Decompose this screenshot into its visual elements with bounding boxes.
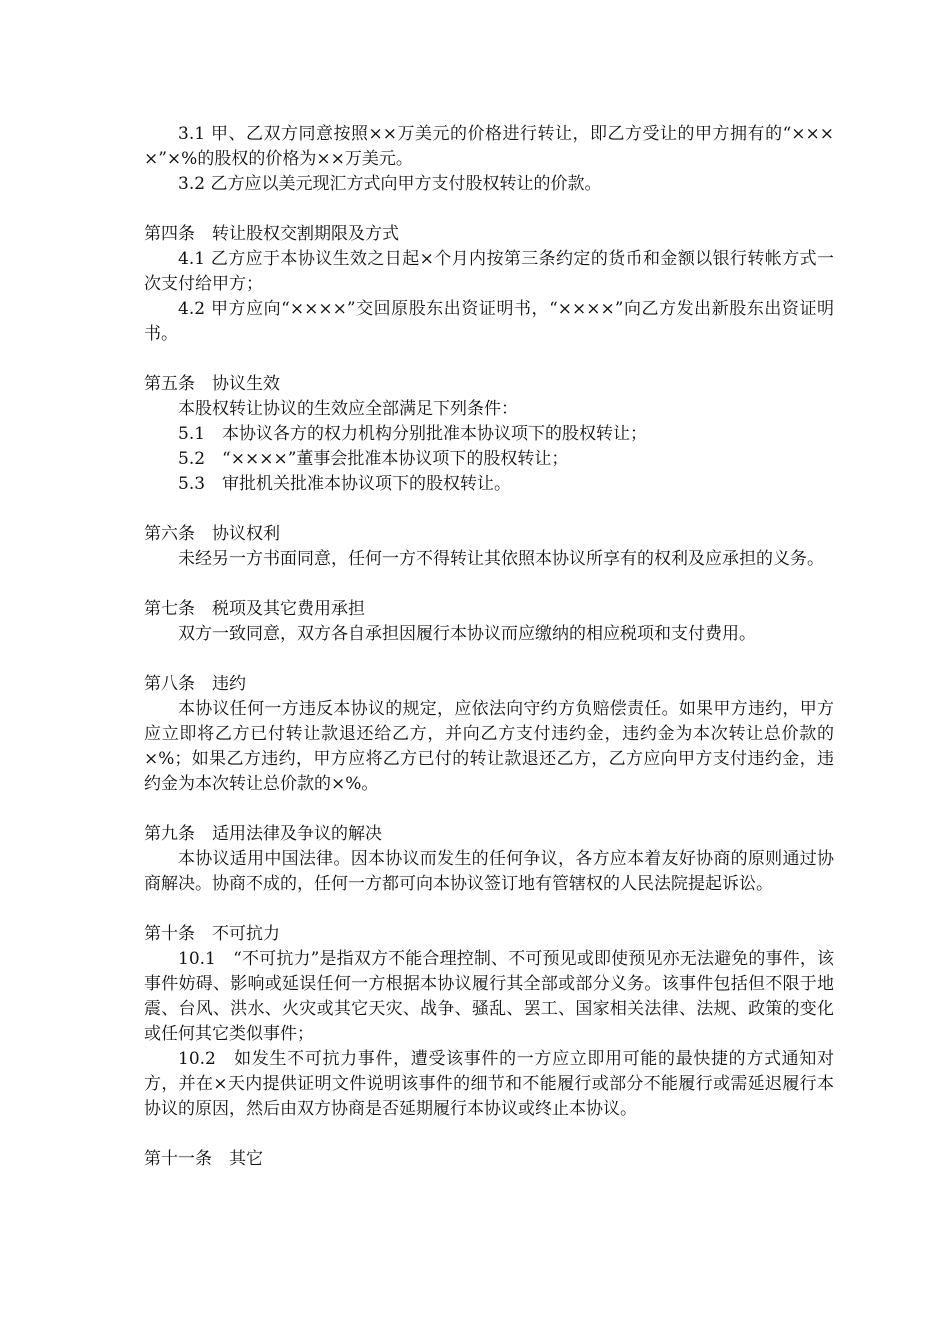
clause-10-1: 10.1 “不可抗力”是指双方不能合理控制、不可预见或即使预见亦无法避免的事件，该事件妨碍、影响或延误任何一方根据本协议履行其全部或部分义务。该事件包括但不限于地震、台风、洪水、火灾或其它天灾、战争、骚乱、罢工、国家相关法律、法规、政策的变化或任何其它类似事件； — [144, 949, 834, 1044]
document-page — [144, 122, 834, 1172]
section-gap — [144, 347, 834, 372]
section-gap — [144, 497, 834, 522]
article-11-heading: 第十一条 其它 — [144, 1149, 263, 1169]
article-7-heading: 第七条 税项及其它费用承担 — [144, 599, 365, 619]
clause-4-2: 4.2 甲方应向“××××”交回原股东出资证明书，“××××”向乙方发出新股东出资证明书。 — [144, 299, 834, 344]
article-9-text: 本协议适用中国法律。因本协议而发生的任何争议，各方应本着友好协商的原则通过协商解决。协商不成的，任何一方都可向本协议签订地有管辖权的人民法院提起诉讼。 — [144, 849, 834, 894]
clause-5-2: 5.2 “××××”董事会批准本协议项下的股权转让； — [178, 449, 569, 469]
clause-3-1: 3.1 甲、乙双方同意按照××万美元的价格进行转让，即乙方受让的甲方拥有的“××××”×%的股权的价格为××万美元。 — [144, 124, 834, 169]
section-gap — [144, 797, 834, 822]
article-7-text: 双方一致同意，双方各自承担因履行本协议而应缴纳的相应税项和支付费用。 — [178, 624, 756, 644]
article-6-heading: 第六条 协议权利 — [144, 524, 280, 544]
clause-3-2: 3.2 乙方应以美元现汇方式向甲方支付股权转让的价款。 — [178, 174, 602, 194]
article-8-text: 本协议任何一方违反本协议的规定，应依法向守约方负赔偿责任。如果甲方违约，甲方应立即将乙方已付转让款退还给乙方，并向乙方支付违约金，违约金为本次转让总价款的×%；如果乙方违约，甲方应将乙方已付的转让款退还乙方，乙方应向甲方支付违约金，违约金为本次转让总价款的×%。 — [144, 699, 834, 794]
section-gap — [144, 647, 834, 672]
clause-5-3: 5.3 审批机关批准本协议项下的股权转让。 — [178, 474, 512, 494]
section-gap — [144, 1122, 834, 1147]
article-9-heading: 第九条 适用法律及争议的解决 — [144, 824, 382, 844]
clause-10-2: 10.2 如发生不可抗力事件，遭受该事件的一方应立即用可能的最快捷的方式通知对方，并在×天内提供证明文件说明该事件的细节和不能履行或部分不能履行或需延迟履行本协议的原因，然后由双方协商是否延期履行本协议或终止本协议。 — [144, 1049, 834, 1119]
article-4-heading: 第四条 转让股权交割期限及方式 — [144, 224, 399, 244]
article-5-intro: 本股权转让协议的生效应全部满足下列条件： — [178, 399, 518, 419]
section-gap — [144, 897, 834, 922]
article-10-heading: 第十条 不可抗力 — [144, 924, 280, 944]
section-gap — [144, 572, 834, 597]
section-gap — [144, 197, 834, 222]
article-6-text: 未经另一方书面同意，任何一方不得转让其依照本协议所享有的权利及应承担的义务。 — [178, 549, 824, 569]
clause-4-1: 4.1 乙方应于本协议生效之日起×个月内按第三条约定的货币和金额以银行转帐方式一次支付给甲方； — [144, 249, 834, 294]
article-5-heading: 第五条 协议生效 — [144, 374, 280, 394]
clause-5-1: 5.1 本协议各方的权力机构分别批准本协议项下的股权转让； — [178, 424, 648, 444]
article-8-heading: 第八条 违约 — [144, 674, 246, 694]
